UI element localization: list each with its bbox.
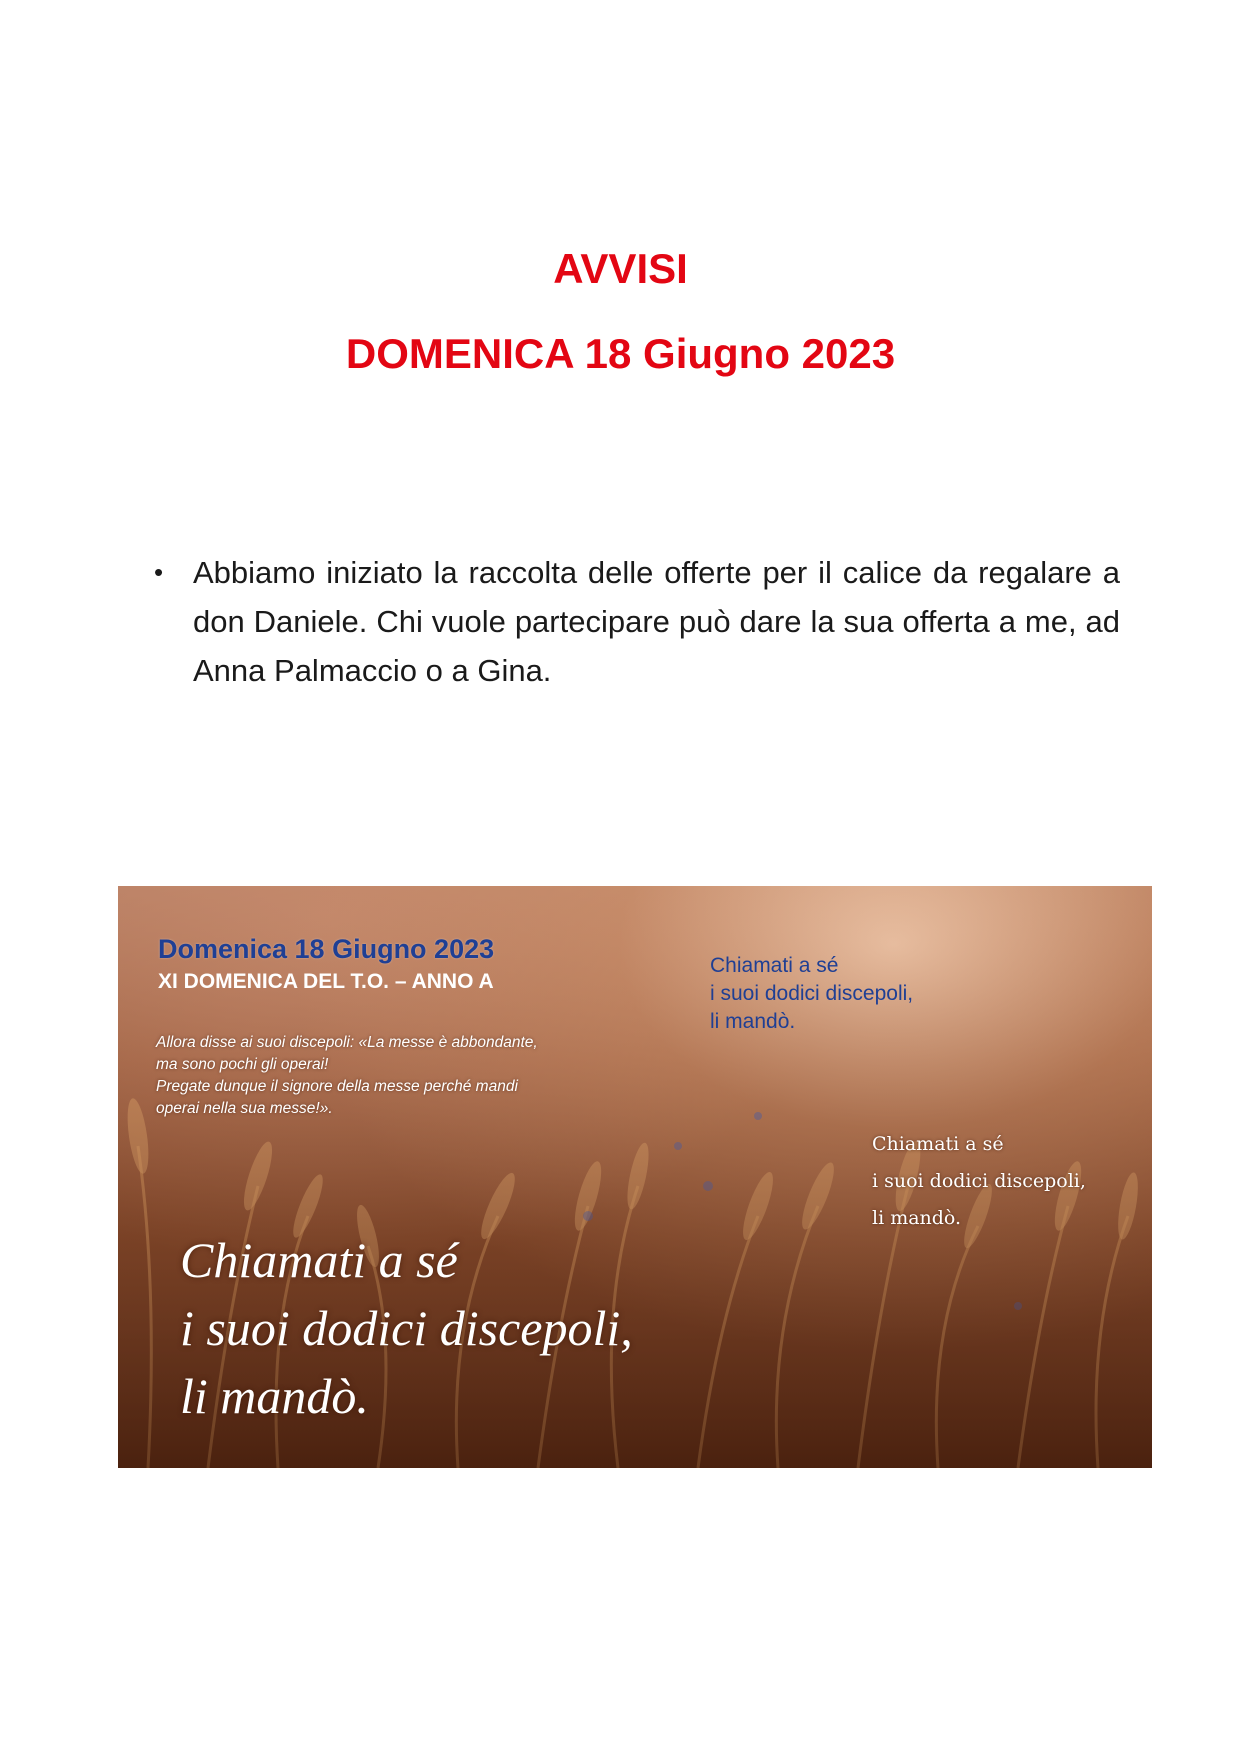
quote-line: ma sono pochi gli operai! <box>156 1056 329 1073</box>
notice-text: Abbiamo iniziato la raccolta delle offerte per il calice da regalare a don Daniele. Chi vuole partecipare può dare la sua offerta a me, ad Anna Palmaccio o a Gina. <box>193 555 1120 688</box>
quote-line: Pregate dunque il signore della messe perché mandi <box>156 1078 518 1095</box>
motto-line: i suoi dodici discepoli, <box>710 982 914 1005</box>
motto-line: li mandò. <box>710 1010 796 1033</box>
banner-serif-motto <box>872 1126 1086 1237</box>
banner-date: Domenica 18 Giugno 2023 <box>158 934 495 964</box>
quote-line: Allora disse ai suoi discepoli: «La messe è abbondante, <box>156 1034 538 1051</box>
quote-line: operai nella sua messe!». <box>156 1100 333 1117</box>
banner-blue-motto <box>710 952 913 1036</box>
notice-list <box>150 548 1120 695</box>
bullet-icon: • <box>154 557 164 587</box>
list-item <box>150 548 1120 695</box>
wheat-field-banner <box>118 886 1152 1468</box>
motto-line: Chiamati a sé <box>180 1232 458 1288</box>
banner-main-motto <box>180 1226 633 1430</box>
page-title: AVVISI <box>553 245 688 292</box>
motto-line: i suoi dodici discepoli, <box>180 1300 633 1356</box>
page-subtitle-date: DOMENICA 18 Giugno 2023 <box>345 330 896 377</box>
motto-line: i suoi dodici discepoli, <box>872 1170 1086 1192</box>
motto-line: li mandò. <box>180 1368 369 1424</box>
motto-line: Chiamati a sé <box>710 954 839 977</box>
banner-liturgy: XI DOMENICA DEL T.O. – ANNO A <box>158 970 494 993</box>
motto-line: li mandò. <box>872 1207 962 1229</box>
banner-gospel-quote <box>156 1032 596 1120</box>
motto-line: Chiamati a sé <box>872 1133 1004 1155</box>
